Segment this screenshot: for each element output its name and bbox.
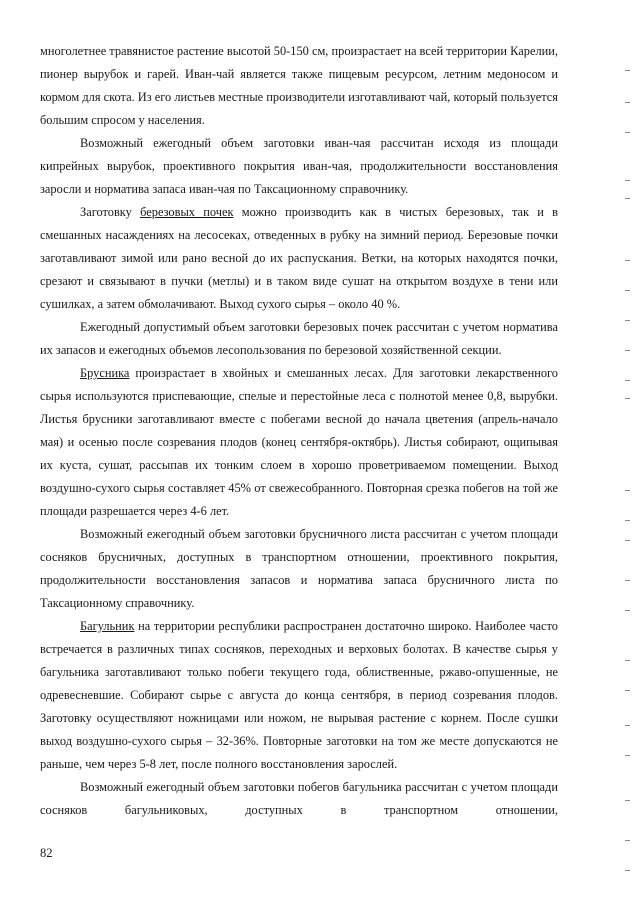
edge-mark	[625, 610, 630, 611]
paragraph	[40, 40, 558, 132]
edge-mark	[625, 290, 630, 291]
text-segment: произрастает в хвойных и смешанных лесах. Для заготовки лекарственного сырья используются приспевающие, спелые и перестойные леса с полнотой менее 0,8, вырубки. Листья брусники заготавливают вместе с побегами весной до начала цветения (апрель-начало мая) и осенью после созревания плодов (конец сентября-октябрь). Листья собирают, ощипывая их куста, сушат, рассыпав их тонким слоем в хорошо проветриваемом помещении. Выход воздушно-сухого сырья составляет 45% от свежесобранного. Повторная срезка побегов на той же площади разрешается через 4-6 лет.	[40, 366, 558, 518]
edge-mark	[625, 490, 630, 491]
underlined-term: березовых почек	[140, 205, 234, 219]
paragraph	[40, 201, 558, 316]
text-segment: Заготовку	[80, 205, 141, 219]
edge-mark	[625, 398, 630, 399]
text-segment: Возможный ежегодный объем заготовки побегов багульника рассчитан с учетом площади сосняков багульниковых, доступных в транспортном отношении,	[40, 780, 558, 817]
edge-mark	[625, 520, 630, 521]
edge-mark	[625, 540, 630, 541]
body-text	[40, 40, 558, 822]
edge-mark	[625, 132, 630, 133]
paragraph	[40, 362, 558, 523]
edge-mark	[625, 260, 630, 261]
text-segment: можно производить как в чистых березовых, так и в смешанных насаждениях на лесосеках, отведенных в рубку на зимний период. Березовые почки заготавливают зимой или рано весной до их распускания. Ветки, на которых находятся почки, срезают и связывают в пучки (метлы) и в таком виде сушат на открытом воздухе в тени или сушилках, а затем обмолачивают. Выход сухого сырья – около 40 %.	[40, 205, 559, 311]
page-number: 82	[40, 846, 53, 860]
underlined-term: Брусника	[80, 366, 130, 380]
edge-mark	[625, 580, 630, 581]
edge-mark	[625, 320, 630, 321]
text-segment: Возможный ежегодный объем заготовки иван-чая рассчитан исходя из площади кипрейных вырубок, проективного покрытия иван-чая, продолжительности восстановления заросли и норматива запаса иван-чая по Таксационному справочнику.	[40, 136, 558, 196]
text-segment: Ежегодный допустимый объем заготовки березовых почек рассчитан с учетом норматива их запасов и ежегодных объемов лесопользования по березовой хозяйственной секции.	[40, 320, 558, 357]
edge-mark	[625, 350, 630, 351]
text-segment: Возможный ежегодный объем заготовки брусничного листа рассчитан с учетом площади сосняков брусничных, доступных в транспортном отношении, проективного покрытия, продолжительности восстановления запасов и норматива запаса брусничного листа по Таксационному справочнику.	[40, 527, 558, 610]
edge-mark	[625, 690, 630, 691]
edge-mark	[625, 102, 630, 103]
paragraph	[40, 523, 558, 615]
text-segment: на территории республики распространен достаточно широко. Наиболее часто встречается в различных типах сосняков, переходных и верховых болотах. В качестве сырья у багульника заготавливают только побеги текущего года, облиственные, ржаво-опушенные, не одревесневшие. Собирают сырье с августа до конца сентября, в период созревания плодов. Заготовку осуществляют ножницами или ножом, не вырывая растение с корнем. После сушки выход воздушно-сухого сырья – 32-36%. Повторные заготовки на том же месте допускаются не раньше, чем через 5-8 лет, после полного восстановления зарослей.	[40, 619, 558, 771]
edge-mark	[625, 660, 630, 661]
edge-mark	[625, 725, 630, 726]
underlined-term: Багульник	[80, 619, 135, 633]
paragraph	[40, 132, 558, 201]
edge-mark	[625, 800, 630, 801]
edge-mark	[625, 180, 630, 181]
edge-mark	[625, 870, 630, 871]
edge-mark	[625, 380, 630, 381]
edge-mark	[625, 840, 630, 841]
paragraph	[40, 776, 558, 822]
edge-mark	[625, 755, 630, 756]
edge-mark	[625, 70, 630, 71]
text-segment: многолетнее травянистое растение высотой 50-150 см, произрастает на всей территории Карелии, пионер вырубок и гарей. Иван-чай является также пищевым ресурсом, летним медоносом и кормом для скота. Из его листьев местные производители изготавливают чай, который пользуется большим спросом у населения.	[40, 44, 558, 127]
scan-edge-marks	[618, 20, 630, 900]
paragraph	[40, 615, 558, 776]
edge-mark	[625, 198, 630, 199]
paragraph	[40, 316, 558, 362]
